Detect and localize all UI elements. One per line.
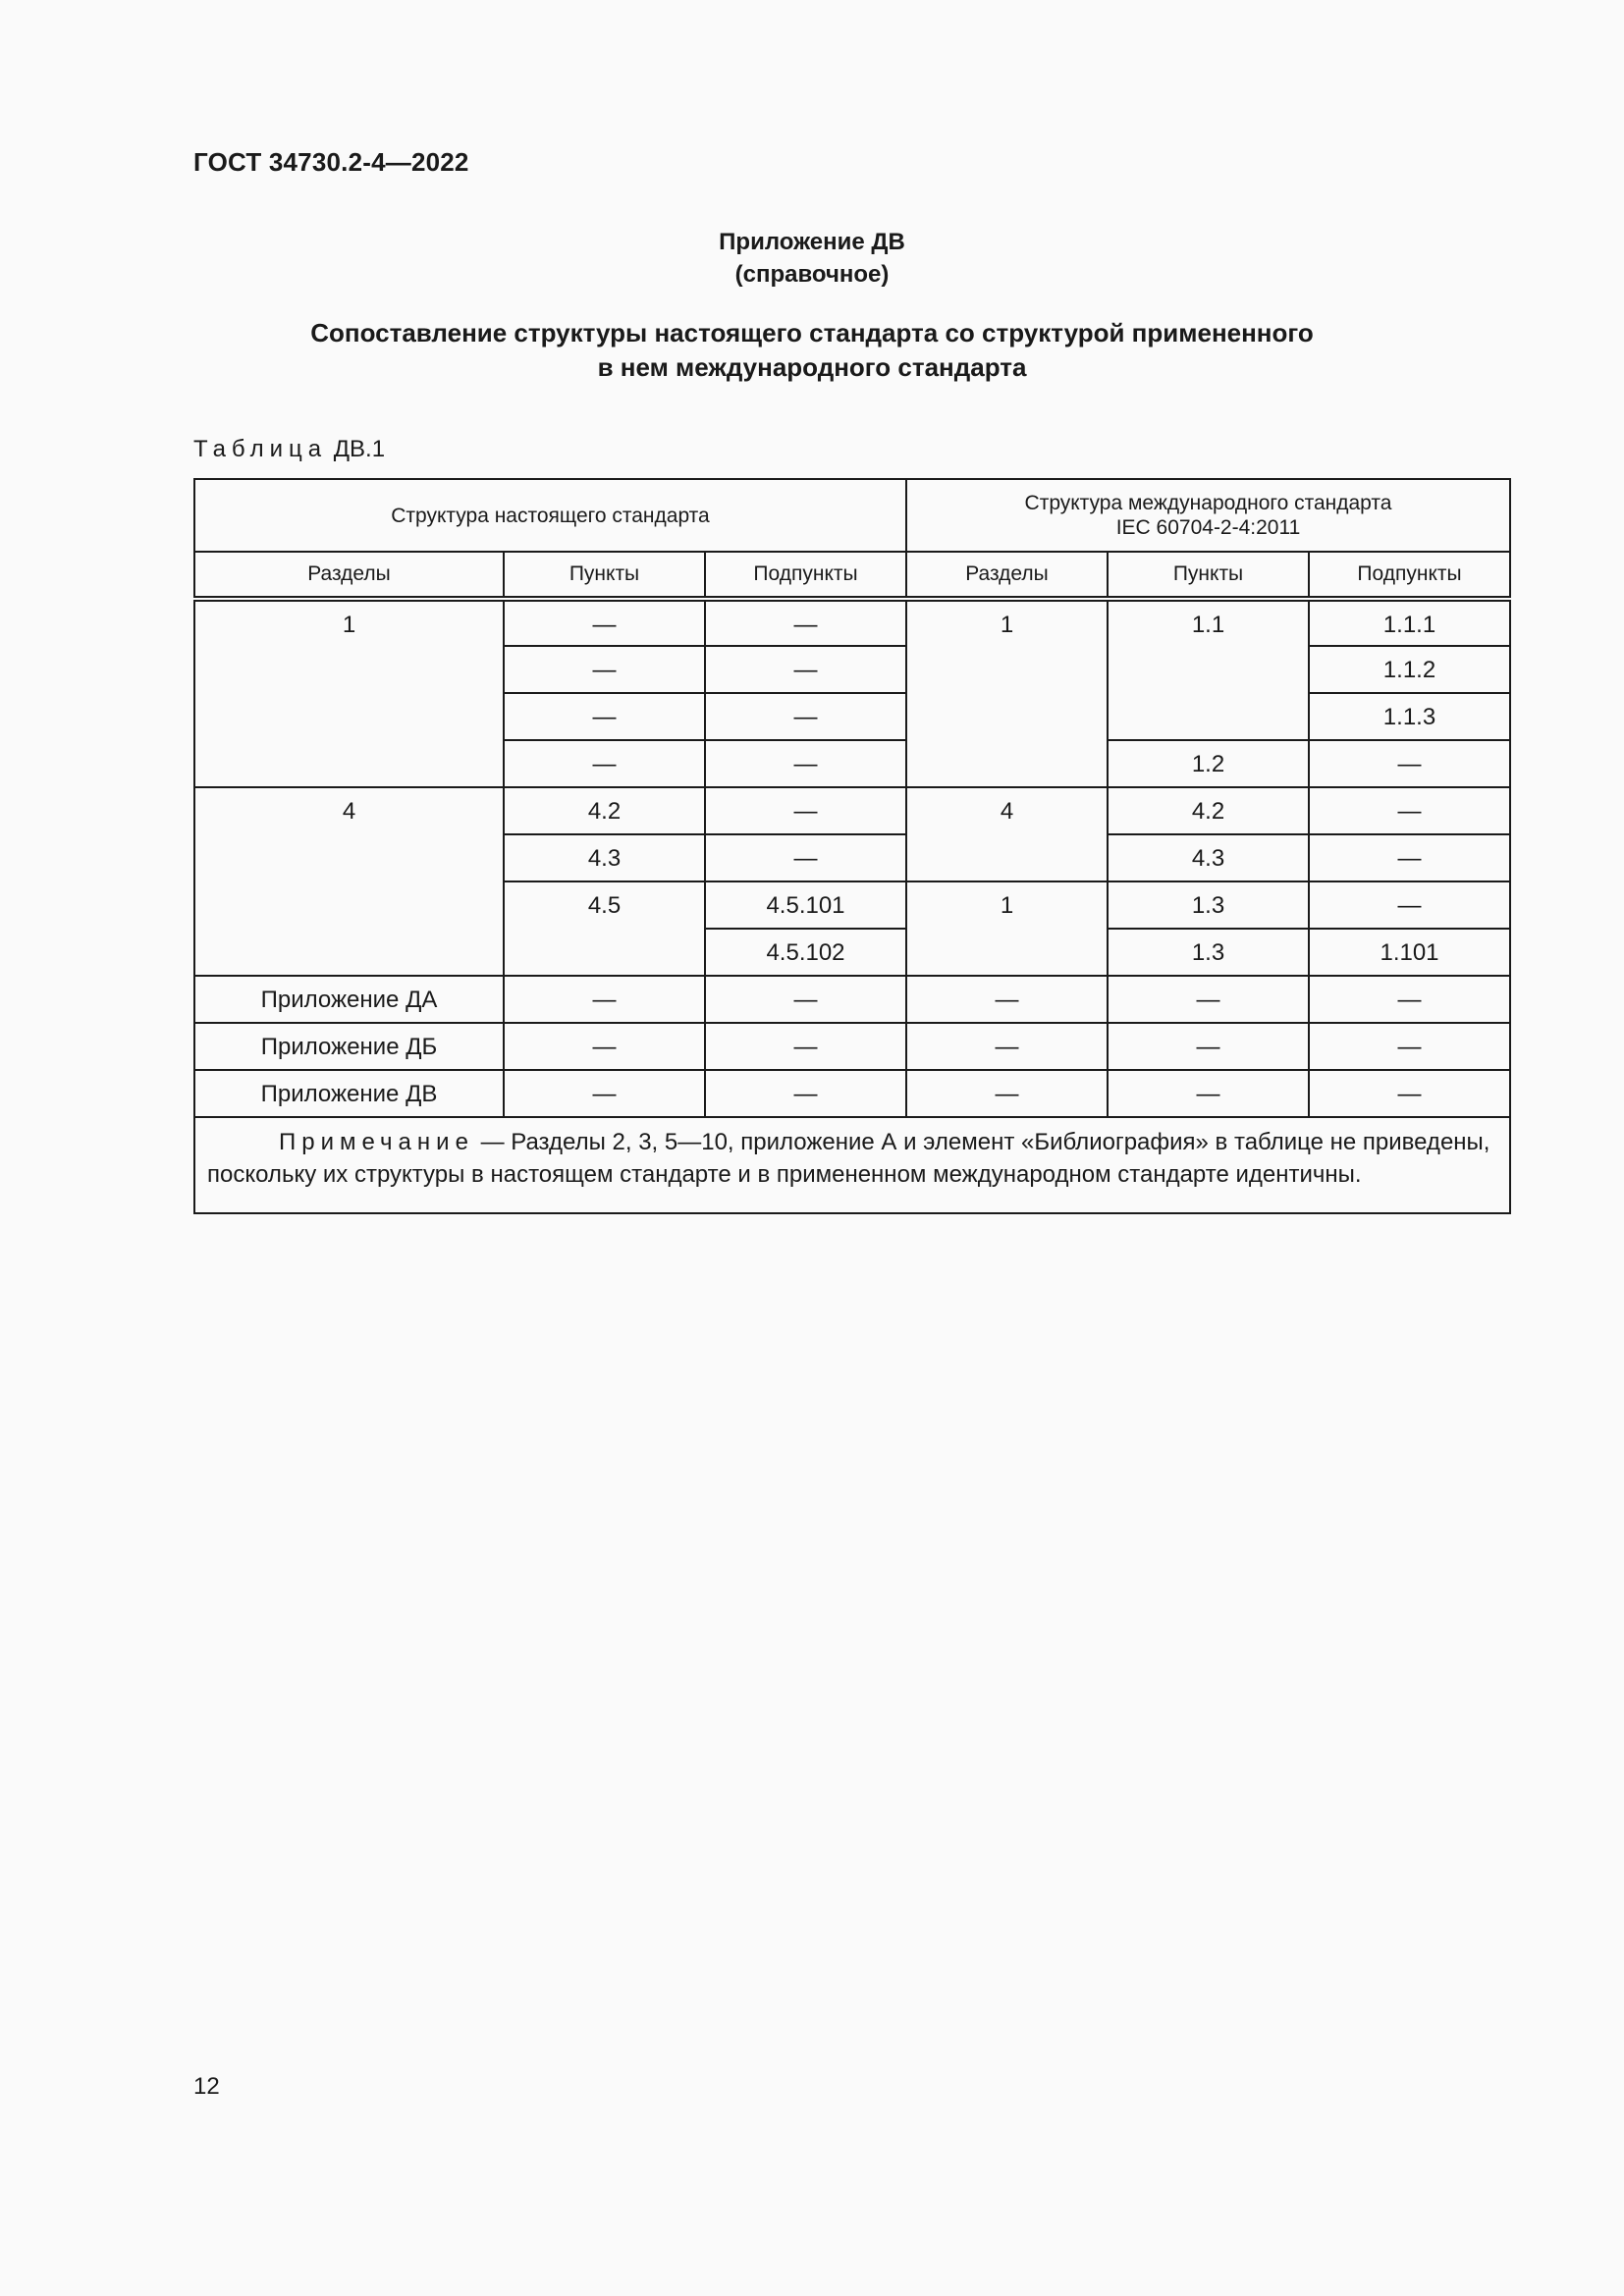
group-header-international-line-1: Структура международного стандарта bbox=[1024, 492, 1392, 514]
table-caption-number: ДВ.1 bbox=[333, 436, 386, 462]
table-cell: — bbox=[705, 834, 906, 881]
table-cell: Приложение ДБ bbox=[194, 1023, 504, 1070]
main-title-line-1: Сопоставление структуры настоящего стандарта со структурой примененного bbox=[310, 318, 1314, 347]
annex-title: Приложение ДВ bbox=[719, 229, 905, 255]
table-note-row bbox=[194, 1117, 1510, 1213]
table-cell: — bbox=[1309, 834, 1510, 881]
group-header-international-line-2: IEC 60704-2-4:2011 bbox=[1115, 516, 1301, 539]
table-note bbox=[194, 1117, 1510, 1213]
table-cell: — bbox=[705, 599, 906, 646]
column-header: Пункты bbox=[504, 552, 705, 599]
table-cell: — bbox=[504, 1023, 705, 1070]
note-text: — Разделы 2, 3, 5—10, приложение А и элемент «Библиография» в таблице не приведены, поскольку их структуры в настоящем стандарте и в примененном международном стандарте идентичны. bbox=[207, 1129, 1490, 1188]
column-header: Подпункты bbox=[1309, 552, 1510, 599]
table-cell: 4.2 bbox=[504, 787, 705, 834]
table-caption-label: Таблица bbox=[193, 436, 328, 462]
annex-type: (справочное) bbox=[734, 261, 890, 288]
table-cell: — bbox=[504, 646, 705, 693]
table-cell: — bbox=[1108, 976, 1309, 1023]
table-cell: — bbox=[1108, 1023, 1309, 1070]
structure-comparison-table bbox=[193, 478, 1511, 1214]
table-cell: Приложение ДВ bbox=[194, 1070, 504, 1117]
table-cell: — bbox=[705, 646, 906, 693]
table-cell: — bbox=[1309, 740, 1510, 787]
group-header-international bbox=[906, 479, 1510, 552]
table-cell: 4.3 bbox=[1108, 834, 1309, 881]
table-cell: — bbox=[906, 1023, 1108, 1070]
column-header: Разделы bbox=[906, 552, 1108, 599]
table-row bbox=[194, 599, 1510, 646]
table-row bbox=[194, 976, 1510, 1023]
table-cell: 1.3 bbox=[1108, 881, 1309, 929]
table-cell: — bbox=[504, 1070, 705, 1117]
column-header: Разделы bbox=[194, 552, 504, 599]
table-cell: — bbox=[1108, 1070, 1309, 1117]
table-cell: — bbox=[705, 1023, 906, 1070]
table-cell: — bbox=[504, 740, 705, 787]
table-cell: 1.1 bbox=[1108, 599, 1309, 740]
table-caption bbox=[193, 436, 385, 463]
table-cell: — bbox=[906, 1070, 1108, 1117]
table-cell: — bbox=[906, 976, 1108, 1023]
table-cell: — bbox=[705, 693, 906, 740]
table-cell: — bbox=[705, 787, 906, 834]
column-header: Пункты bbox=[1108, 552, 1309, 599]
table-cell: 1.1.2 bbox=[1309, 646, 1510, 693]
table-cell: — bbox=[1309, 976, 1510, 1023]
table-cell: 1.1.1 bbox=[1309, 599, 1510, 646]
table-cell: 1.3 bbox=[1108, 929, 1309, 976]
table-row bbox=[194, 1023, 1510, 1070]
table-cell: — bbox=[705, 740, 906, 787]
annex-heading bbox=[0, 226, 1624, 291]
table-cell: 1 bbox=[906, 599, 1108, 787]
table-group-header-row bbox=[194, 479, 1510, 552]
table-cell: — bbox=[504, 599, 705, 646]
group-header-current: Структура настоящего стандарта bbox=[194, 479, 906, 552]
table-cell: 4.5.102 bbox=[705, 929, 906, 976]
table-cell: 4.5.101 bbox=[705, 881, 906, 929]
table-cell: 1 bbox=[194, 599, 504, 787]
page-number: 12 bbox=[193, 2073, 220, 2100]
table-cell: 1 bbox=[906, 881, 1108, 976]
table-row bbox=[194, 787, 1510, 834]
table-cell: 4.3 bbox=[504, 834, 705, 881]
table-cell: — bbox=[1309, 881, 1510, 929]
table-cell: — bbox=[1309, 1023, 1510, 1070]
table-cell: 1.101 bbox=[1309, 929, 1510, 976]
main-title bbox=[0, 316, 1624, 385]
table-cell: — bbox=[705, 976, 906, 1023]
table-column-header-row bbox=[194, 552, 1510, 599]
table-cell: — bbox=[504, 976, 705, 1023]
document-code: ГОСТ 34730.2-4—2022 bbox=[193, 147, 469, 177]
table-cell: Приложение ДА bbox=[194, 976, 504, 1023]
note-label: Примечание bbox=[279, 1129, 474, 1155]
column-header: Подпункты bbox=[705, 552, 906, 599]
table-cell: 4.2 bbox=[1108, 787, 1309, 834]
table-cell: — bbox=[705, 1070, 906, 1117]
table-cell: — bbox=[504, 693, 705, 740]
table-cell: 1.1.3 bbox=[1309, 693, 1510, 740]
table-cell: 4 bbox=[194, 787, 504, 976]
table-cell: — bbox=[1309, 1070, 1510, 1117]
table-cell: 4 bbox=[906, 787, 1108, 881]
table-cell: — bbox=[1309, 787, 1510, 834]
table-cell: 4.5 bbox=[504, 881, 705, 976]
table-cell: 1.2 bbox=[1108, 740, 1309, 787]
main-title-line-2: в нем международного стандарта bbox=[597, 352, 1027, 382]
table-row bbox=[194, 1070, 1510, 1117]
